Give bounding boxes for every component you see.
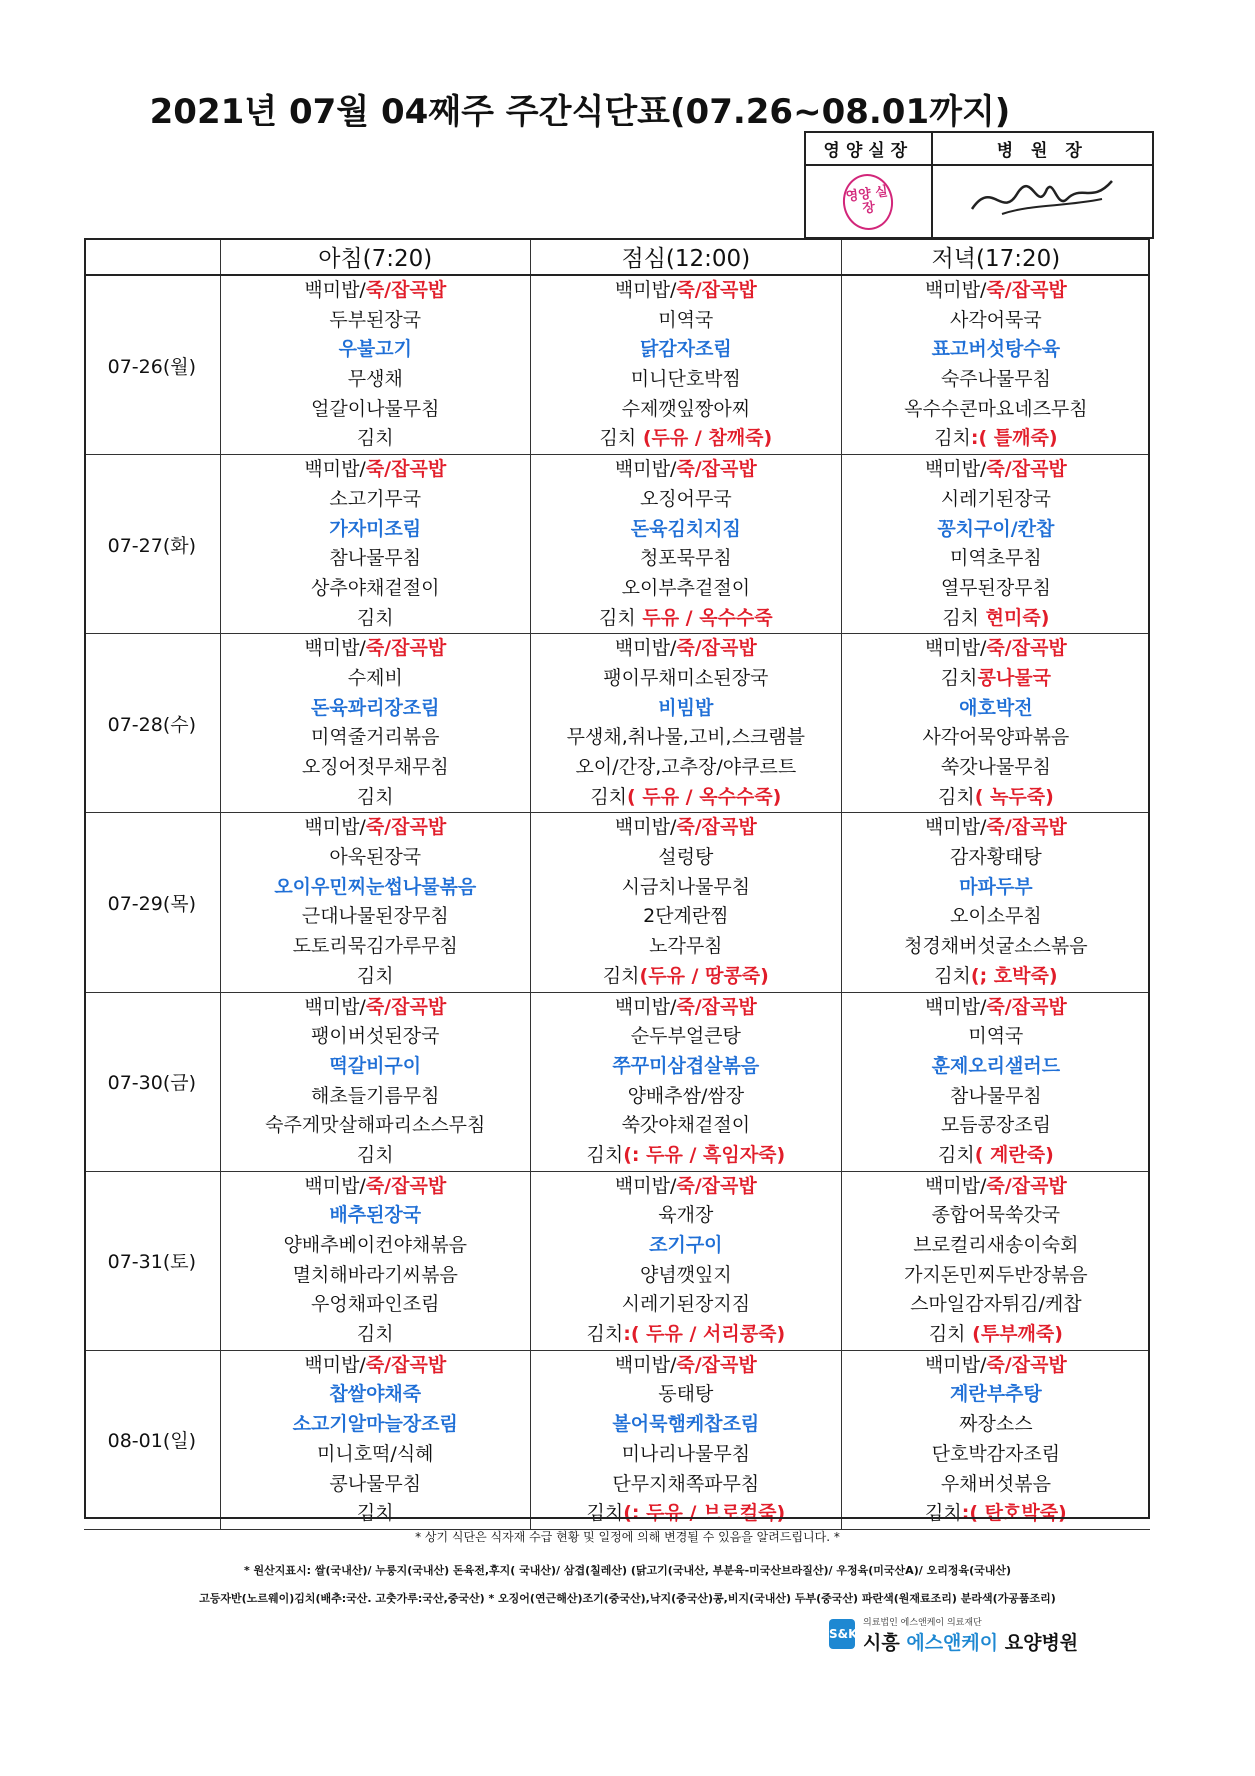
menu-item: 열무된장무침 bbox=[940, 576, 1051, 599]
menu-item: 백미밥/죽/잡곡밥 bbox=[304, 1174, 447, 1197]
menu-item: 돈육김치지짐 bbox=[630, 517, 741, 540]
menu-item: 김치( 계란죽) bbox=[937, 1143, 1054, 1166]
menu-item: 옥수수콘마요네즈무침 bbox=[904, 397, 1088, 420]
dinner-cell bbox=[841, 1350, 1150, 1529]
menu-item: 조기구이 bbox=[649, 1234, 723, 1256]
menu-item: 표고버섯탕수육 bbox=[931, 338, 1061, 361]
menu-item: 가지돈민찌두반장볶음 bbox=[904, 1263, 1088, 1286]
menu-item: 동태탕 bbox=[658, 1383, 714, 1406]
menu-item: 설렁탕 bbox=[658, 846, 714, 869]
menu-item: 팽이무채미소된장국 bbox=[603, 666, 769, 689]
breakfast-cell bbox=[220, 634, 530, 813]
menu-item: 오이소무침 bbox=[949, 905, 1042, 928]
menu-item: 시레기된장지짐 bbox=[621, 1293, 751, 1316]
menu-item: 비빔밥 bbox=[658, 696, 714, 719]
menu-item: 순두부얼큰탕 bbox=[630, 1025, 741, 1048]
menu-item: 백미밥/죽/잡곡밥 bbox=[304, 458, 447, 481]
header-lunch: 점심(12:00) bbox=[530, 238, 841, 275]
signature-icon bbox=[962, 169, 1122, 229]
menu-item: 미나리나물무침 bbox=[621, 1442, 751, 1465]
menu-item: 백미밥/죽/잡곡밥 bbox=[614, 1174, 757, 1197]
menu-item: 볼어묵햄케찹조림 bbox=[612, 1413, 760, 1436]
menu-item: 상추야채겉절이 bbox=[311, 576, 440, 599]
logo-mark-icon: S&K bbox=[829, 1619, 855, 1649]
menu-item: 육개장 bbox=[658, 1204, 714, 1227]
dinner-cell bbox=[841, 1171, 1150, 1350]
menu-item: 백미밥/죽/잡곡밥 bbox=[924, 279, 1067, 301]
menu-item: 미역줄거리볶음 bbox=[311, 726, 440, 749]
menu-item: 브로컬리새송이숙회 bbox=[913, 1234, 1079, 1256]
breakfast-cell bbox=[220, 1350, 530, 1529]
menu-item: 숙주나물무침 bbox=[940, 368, 1051, 391]
menu-item: 백미밥/죽/잡곡밥 bbox=[614, 458, 757, 481]
menu-item: 미역국 bbox=[658, 308, 714, 331]
lunch-cell bbox=[530, 455, 841, 634]
menu-item: 짜장소스 bbox=[959, 1413, 1033, 1436]
lunch-cell bbox=[530, 275, 841, 455]
menu-item: 김치 현미죽) bbox=[942, 606, 1050, 629]
menu-item: 노각무침 bbox=[649, 935, 723, 958]
menu-item: 스마일감자튀김/케찹 bbox=[910, 1293, 1082, 1316]
day-date: 07-27(화) bbox=[84, 455, 220, 634]
menu-item: 김치 bbox=[356, 785, 394, 808]
menu-item: 백미밥/죽/잡곡밥 bbox=[614, 1353, 757, 1376]
origin-line-2: 고등자반(노르웨이)김치(배추:국산. 고춧가루:국산,중국산) * 오징어(연근해산)조기(중국산),낙지(중국산)콩,비지(국내산) 두부(중국산) 파란색(원재료조리) 분라색(가공품조리) bbox=[199, 1592, 1056, 1605]
menu-item: 백미밥/죽/잡곡밥 bbox=[614, 279, 757, 301]
header-breakfast: 아침(7:20) bbox=[220, 238, 530, 275]
approval-stamp: 영양 실장 bbox=[840, 170, 897, 232]
menu-item: 백미밥/죽/잡곡밥 bbox=[924, 458, 1067, 481]
menu-item: 계란부추탕 bbox=[949, 1383, 1042, 1406]
menu-item: 백미밥/죽/잡곡밥 bbox=[924, 995, 1067, 1018]
breakfast-cell bbox=[220, 992, 530, 1171]
lunch-cell bbox=[530, 634, 841, 813]
logo-subtitle: 의료법인 에스앤케이 의료재단 bbox=[863, 1618, 982, 1628]
menu-item: 콩나물무침 bbox=[329, 1472, 422, 1495]
menu-item: 양배추베이컨야채볶음 bbox=[283, 1234, 468, 1256]
approval-stamp-cell bbox=[805, 165, 932, 238]
menu-item: 감자황태탕 bbox=[949, 846, 1042, 869]
menu-item: 마파두부 bbox=[959, 875, 1033, 898]
day-row bbox=[84, 813, 1150, 992]
menu-item: 백미밥/죽/잡곡밥 bbox=[924, 1353, 1067, 1376]
page-title: 2021년 07월 04째주 주간식단표(07.26~08.01까지) bbox=[149, 92, 1011, 132]
day-row bbox=[84, 992, 1150, 1171]
menu-item: 백미밥/죽/잡곡밥 bbox=[614, 995, 757, 1018]
lunch-cell bbox=[530, 992, 841, 1171]
day-date: 07-28(수) bbox=[84, 634, 220, 813]
menu-item: 김치:( 탄호박죽) bbox=[925, 1502, 1067, 1525]
day-date: 07-26(월) bbox=[84, 275, 220, 455]
menu-item: 단호박감자조림 bbox=[931, 1442, 1061, 1465]
menu-item: 우채버섯볶음 bbox=[940, 1472, 1051, 1495]
menu-item: 양념깻잎지 bbox=[639, 1263, 732, 1286]
origin-line-1: * 원산지표시: 쌀(국내산)/ 누룽지(국내산) 돈육전,후지( 국내산)/ 삼겹(칠레산) (닭고기(국내산, 부분육-미국산브라질산)/ 우정육(미국산A)/ 오리정육(국내산) bbox=[243, 1564, 1012, 1577]
day-date: 07-30(금) bbox=[84, 992, 220, 1171]
menu-item: 김치 bbox=[356, 1502, 394, 1525]
menu-item: 오징어무국 bbox=[639, 487, 732, 510]
menu-item: 우엉채파인조림 bbox=[311, 1293, 440, 1316]
menu-item: 백미밥/죽/잡곡밥 bbox=[614, 637, 757, 660]
menu-item: 김치 bbox=[356, 427, 394, 450]
menu-item: 백미밥/죽/잡곡밥 bbox=[304, 637, 447, 660]
menu-item: 김치 bbox=[356, 606, 394, 629]
header-dinner: 저녁(17:20) bbox=[841, 238, 1150, 275]
menu-item: 돈육꽈리장조림 bbox=[311, 696, 440, 719]
menu-item: 백미밥/죽/잡곡밥 bbox=[614, 816, 757, 839]
day-row bbox=[84, 634, 1150, 813]
day-date: 08-01(일) bbox=[84, 1350, 220, 1529]
menu-item: 소고기무국 bbox=[329, 487, 422, 510]
day-date: 07-29(목) bbox=[84, 813, 220, 992]
menu-item: 김치 bbox=[356, 964, 394, 987]
menu-item: 무생채 bbox=[347, 368, 403, 391]
breakfast-cell bbox=[220, 275, 530, 455]
menu-item: 쑥갓야채겉절이 bbox=[621, 1114, 751, 1137]
menu-item: 닭감자조림 bbox=[639, 338, 732, 361]
menu-item: 백미밥/죽/잡곡밥 bbox=[924, 816, 1067, 839]
menu-item: 미역초무침 bbox=[949, 547, 1042, 570]
day-row bbox=[84, 1350, 1150, 1529]
menu-item: 소고기알마늘장조림 bbox=[292, 1413, 458, 1436]
day-row bbox=[84, 275, 1150, 455]
menu-item: 김치( 녹두죽) bbox=[937, 785, 1054, 808]
menu-item: 아욱된장국 bbox=[329, 846, 422, 869]
menu-item: 백미밥/죽/잡곡밥 bbox=[304, 995, 447, 1018]
logo-name bbox=[863, 1628, 1078, 1655]
menu-item: 김치 (투부깨죽) bbox=[928, 1323, 1063, 1346]
menu-item: 시금치나물무침 bbox=[621, 875, 751, 898]
menu-item: 시레기된장국 bbox=[940, 487, 1051, 510]
menu-item: 꽁치구이/칸찹 bbox=[937, 517, 1055, 540]
lunch-cell bbox=[530, 813, 841, 992]
menu-item: 수제비 bbox=[347, 666, 403, 689]
breakfast-cell bbox=[220, 1171, 530, 1350]
breakfast-cell bbox=[220, 455, 530, 634]
dinner-cell bbox=[841, 813, 1150, 992]
menu-item: 가자미조림 bbox=[329, 517, 422, 540]
menu-item: 사각어묵국 bbox=[949, 308, 1042, 331]
menu-item: 오징어젓무채무침 bbox=[301, 756, 449, 778]
menu-item: 우불고기 bbox=[338, 338, 412, 361]
lunch-cell bbox=[530, 1350, 841, 1529]
dinner-cell bbox=[841, 455, 1150, 634]
menu-item: 백미밥/죽/잡곡밥 bbox=[924, 1174, 1067, 1197]
menu-item: 쑥갓나물무침 bbox=[940, 756, 1051, 778]
hospital-logo bbox=[829, 1615, 1079, 1655]
menu-item: 김치(: 두유 / 흑임자죽) bbox=[586, 1143, 786, 1166]
menu-item: 쭈꾸미삼겹살볶음 bbox=[612, 1054, 760, 1077]
day-row bbox=[84, 1171, 1150, 1350]
menu-item: 모듬콩장조림 bbox=[940, 1114, 1051, 1137]
breakfast-cell bbox=[220, 813, 530, 992]
lunch-cell bbox=[530, 1171, 841, 1350]
dinner-cell bbox=[841, 275, 1150, 455]
menu-item: 떡갈비구이 bbox=[329, 1054, 422, 1077]
logo-name-prefix: 시흥 bbox=[863, 1632, 900, 1654]
menu-item: 참나물무침 bbox=[329, 547, 422, 570]
menu-item: 김치( 두유 / 옥수수죽) bbox=[590, 785, 782, 808]
day-date: 07-31(토) bbox=[84, 1171, 220, 1350]
approval-box bbox=[804, 131, 1154, 239]
menu-item: 숙주게맛살해파리소스무침 bbox=[265, 1114, 486, 1137]
menu-item: 2단계란찜 bbox=[643, 905, 729, 928]
menu-item: 훈제오리샐러드 bbox=[931, 1054, 1061, 1077]
menu-item: 김치 두유 / 옥수수죽 bbox=[599, 606, 773, 629]
menu-item: 김치(; 호박죽) bbox=[934, 964, 1058, 987]
menu-item: 김치:( 틀깨죽) bbox=[934, 427, 1058, 450]
menu-item: 김치(: 두유 / 브로컬죽) bbox=[586, 1502, 786, 1525]
menu-item: 근대나물된장무침 bbox=[301, 905, 449, 928]
day-row bbox=[84, 455, 1150, 634]
menu-item: 무생채,취나물,고비,스크램블 bbox=[566, 726, 806, 749]
menu-item: 김치 bbox=[356, 1143, 394, 1166]
dinner-cell bbox=[841, 634, 1150, 813]
header-date bbox=[84, 238, 220, 275]
menu-item: 김치 (두유 / 참깨죽) bbox=[599, 427, 773, 450]
menu-item: 종합어묵쑥갓국 bbox=[931, 1204, 1061, 1227]
menu-item: 멸치해바라기씨볶음 bbox=[292, 1263, 458, 1286]
menu-item: 청포묵무침 bbox=[639, 547, 732, 570]
menu-item: 해초들기름무침 bbox=[311, 1084, 440, 1107]
menu-item: 미역국 bbox=[968, 1025, 1024, 1048]
menu-item: 도토리묵김가루무침 bbox=[292, 935, 458, 958]
dinner-cell bbox=[841, 992, 1150, 1171]
approval-director: 병 원 장 bbox=[932, 132, 1153, 165]
menu-item: 찹쌀야채죽 bbox=[329, 1383, 422, 1406]
menu-item: 오이/간장,고추장/야쿠르트 bbox=[575, 756, 797, 778]
approval-signature-cell bbox=[932, 165, 1153, 238]
approval-nutrition-head: 영양실장 bbox=[805, 132, 932, 165]
menu-item: 백미밥/죽/잡곡밥 bbox=[304, 816, 447, 839]
menu-item: 김치 bbox=[356, 1323, 394, 1346]
menu-item: 팽이버섯된장국 bbox=[311, 1025, 440, 1048]
menu-item: 애호박전 bbox=[959, 696, 1033, 719]
menu-item: 백미밥/죽/잡곡밥 bbox=[304, 279, 447, 301]
menu-item: 백미밥/죽/잡곡밥 bbox=[924, 637, 1067, 660]
menu-item: 얼갈이나물무침 bbox=[311, 397, 440, 420]
menu-item: 김치콩나물국 bbox=[940, 666, 1051, 689]
menu-item: 미니호떡/식혜 bbox=[317, 1442, 434, 1465]
menu-item: 수제깻잎짱아찌 bbox=[621, 397, 751, 420]
menu-item: 오이부추겉절이 bbox=[621, 576, 751, 599]
menu-item: 김치(두유 / 땅콩죽) bbox=[602, 964, 769, 987]
menu-item: 배추된장국 bbox=[329, 1204, 422, 1227]
menu-item: 청경채버섯굴소스볶음 bbox=[904, 935, 1088, 958]
menu-item: 단무지채쪽파무침 bbox=[612, 1472, 760, 1495]
menu-table bbox=[84, 238, 1150, 1530]
menu-item: 사각어묵양파볶음 bbox=[922, 726, 1070, 749]
menu-item: 오이우민찌눈썹나물볶음 bbox=[274, 875, 477, 898]
menu-item: 김치:( 두유 / 서리콩죽) bbox=[586, 1323, 786, 1346]
logo-name-highlight: 에스앤케이 bbox=[906, 1632, 999, 1654]
menu-item: 참나물무침 bbox=[949, 1084, 1042, 1107]
footer-note: * 상기 식단은 식자재 수급 현황 및 일정에 의해 변경될 수 있음을 알려드립니다. * bbox=[415, 1530, 840, 1544]
menu-item: 양배추쌈/쌈장 bbox=[627, 1084, 745, 1107]
logo-name-suffix: 요양병원 bbox=[1004, 1632, 1079, 1654]
menu-item: 백미밥/죽/잡곡밥 bbox=[304, 1353, 447, 1376]
menu-item: 두부된장국 bbox=[329, 308, 422, 331]
menu-item: 미니단호박찜 bbox=[630, 368, 741, 391]
